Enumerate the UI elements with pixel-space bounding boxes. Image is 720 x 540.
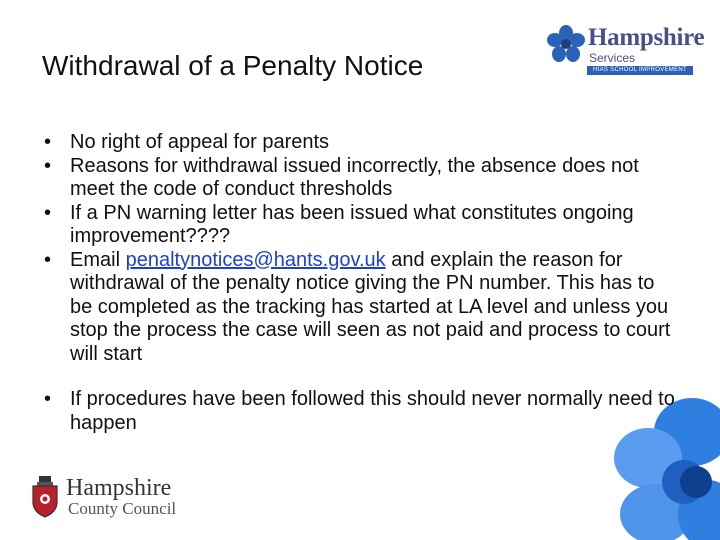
bullet-item	[42, 388, 682, 435]
bullet-text-before: Email	[70, 248, 126, 271]
hampshire-county-council-logo	[30, 474, 220, 524]
logo-services-text: Services	[589, 51, 636, 65]
bullet-list	[42, 131, 682, 435]
council-name-line1: Hampshire	[66, 475, 172, 501]
bullet-text: If procedures have been followed this should never normally need to happen	[70, 388, 675, 434]
bullet-text: No right of appeal for parents	[70, 131, 330, 153]
logo-brand-text: Hampshire	[588, 24, 705, 51]
bullet-item	[42, 131, 682, 155]
bullet-item	[42, 249, 682, 367]
flower-icon	[546, 24, 586, 64]
council-name-line2: County Council	[68, 499, 177, 518]
bullet-item	[42, 155, 682, 202]
logo-bar-text: HIAS SCHOOL IMPROVEMENT	[587, 66, 693, 75]
bullet-text: If a PN warning letter has been issued what constitutes ongoing improvement????	[70, 201, 634, 247]
bullet-item	[42, 202, 682, 249]
bullet-text-after: and explain the reason for withdrawal of the penalty notice giving the PN number. This has to be completed as the tracking has started at LA level and unless you stop the process the case will seen as not paid and process to court will start	[70, 248, 671, 365]
bullet-text: Reasons for withdrawal issued incorrectly, the absence does not meet the code of conduct thresholds	[70, 154, 639, 200]
email-link[interactable]: penaltynotices@hants.gov.uk	[125, 248, 386, 271]
slide-title: Withdrawal of a Penalty Notice	[42, 50, 424, 81]
hampshire-services-logo	[546, 18, 716, 80]
crest-icon	[30, 474, 60, 518]
